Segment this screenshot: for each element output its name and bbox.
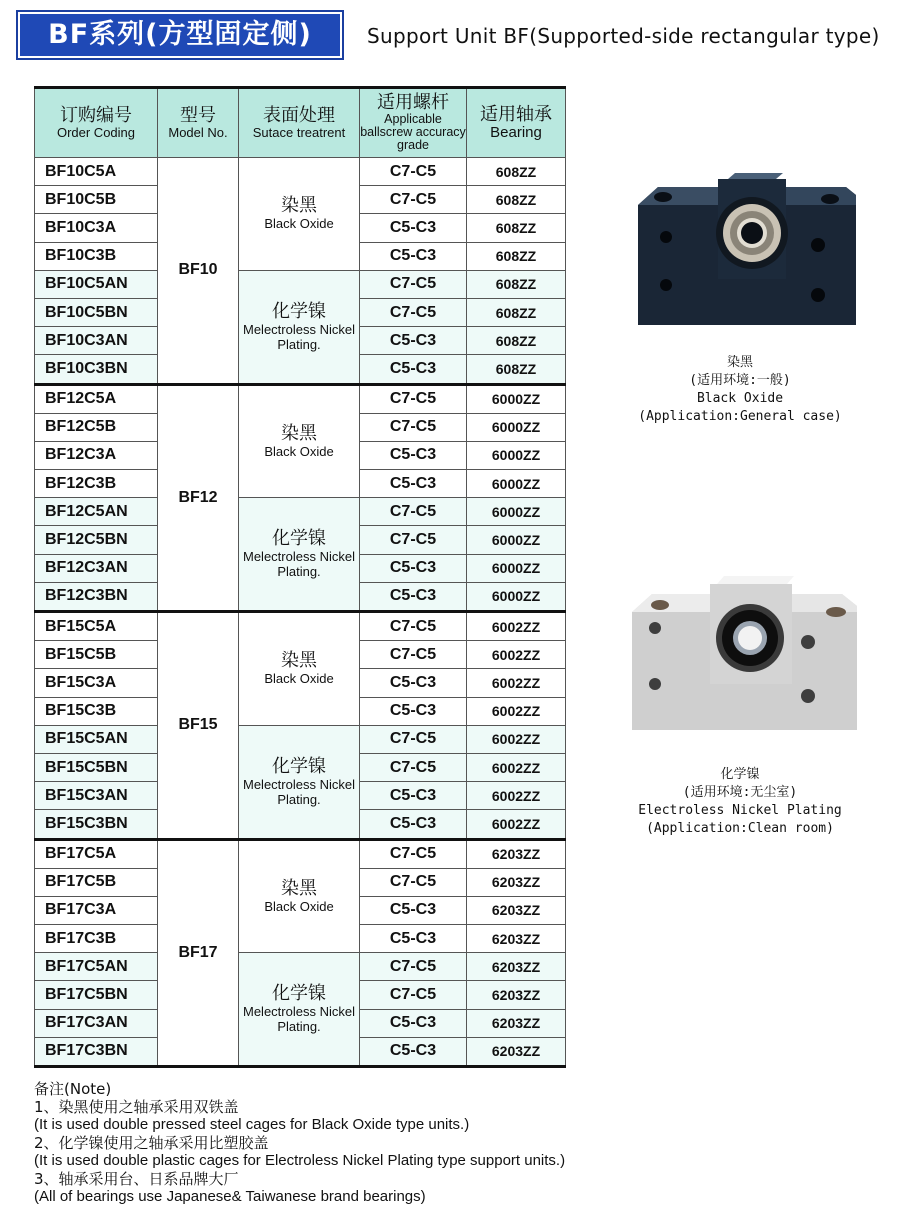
nickel-caption	[620, 766, 860, 838]
treatment-nickel-en: Melectroless Nickel Plating.	[243, 776, 355, 807]
nickel-caption-cn: 化学镍	[720, 767, 760, 782]
order-code-cell: BF10C3AN	[35, 327, 158, 355]
order-code-cell: BF17C5AN	[35, 953, 158, 981]
treatment-nickel-en: Melectroless Nickel Plating.	[243, 1004, 355, 1035]
bearing-cell: 6000ZZ	[467, 582, 566, 611]
treatment-black-cn: 染黑	[281, 877, 317, 899]
bearing-cell: 608ZZ	[467, 186, 566, 214]
note-2-en: (It is used double plastic cages for Electroless Nickel Plating type support units.)	[34, 1152, 566, 1169]
table-row	[35, 384, 566, 413]
bearing-cell: 6000ZZ	[467, 441, 566, 469]
bearing-cell: 6002ZZ	[467, 669, 566, 697]
order-code-cell: BF15C5B	[35, 641, 158, 669]
nickel-caption-app: (Application:Clean room)	[646, 821, 834, 836]
order-code-cell: BF12C5AN	[35, 498, 158, 526]
note-3-en: (All of bearings use Japanese& Taiwanese brand bearings)	[34, 1188, 426, 1205]
order-code-cell: BF12C3B	[35, 470, 158, 498]
treatment-black-cell	[239, 158, 360, 271]
col-model-cn: 型号	[180, 104, 216, 126]
col-grade	[360, 88, 467, 158]
black-caption-en: Black Oxide	[696, 391, 784, 406]
order-code-cell: BF12C5B	[35, 413, 158, 441]
order-code-cell: BF15C3BN	[35, 810, 158, 839]
grade-cell: C7-C5	[360, 868, 467, 896]
treatment-black-en: Black Oxide	[264, 443, 334, 459]
grade-cell: C7-C5	[360, 641, 467, 669]
col-bearing-en: Bearing	[490, 123, 542, 141]
grade-cell: C5-C3	[360, 242, 467, 270]
bearing-cell: 6000ZZ	[467, 470, 566, 498]
order-code-cell: BF12C3AN	[35, 554, 158, 582]
col-bearing-cn: 适用轴承	[480, 103, 552, 125]
order-code-cell: BF12C5BN	[35, 526, 158, 554]
order-code-cell: BF15C3B	[35, 697, 158, 725]
col-order-code-cn: 订购编号	[60, 104, 132, 126]
spec-table	[34, 86, 566, 1068]
bearing-cell: 6002ZZ	[467, 612, 566, 641]
page-title-cn: BF系列(方型固定侧)	[20, 14, 340, 56]
order-code-cell: BF15C3A	[35, 669, 158, 697]
note-2-cn: 2、化学镍使用之轴承采用比塑胶盖	[34, 1134, 269, 1152]
grade-cell: C5-C3	[360, 782, 467, 810]
nickel-caption-env: (适用环境:无尘室)	[682, 785, 798, 800]
bearing-cell: 608ZZ	[467, 355, 566, 384]
black-caption-cn: 染黑	[726, 355, 753, 370]
bearing-cell: 6002ZZ	[467, 753, 566, 781]
treatment-black-cn: 染黑	[281, 422, 317, 444]
note-1-en: (It is used double pressed steel cages for Black Oxide type units.)	[34, 1116, 470, 1133]
order-code-cell: BF12C5A	[35, 384, 158, 413]
note-3-cn: 3、轴承采用台、日系品牌大厂	[34, 1170, 239, 1188]
order-code-cell: BF15C5BN	[35, 753, 158, 781]
table-row	[35, 612, 566, 641]
grade-cell: C7-C5	[360, 526, 467, 554]
treatment-nickel-cn: 化学镍	[272, 755, 326, 777]
grade-cell: C7-C5	[360, 725, 467, 753]
order-code-cell: BF17C5B	[35, 868, 158, 896]
grade-cell: C7-C5	[360, 158, 467, 186]
order-code-cell: BF10C5B	[35, 186, 158, 214]
order-code-cell: BF12C3A	[35, 441, 158, 469]
black-oxide-caption	[620, 354, 860, 426]
bearing-cell: 6203ZZ	[467, 868, 566, 896]
grade-cell: C5-C3	[360, 896, 467, 924]
order-code-cell: BF10C3B	[35, 242, 158, 270]
table-row	[35, 953, 566, 981]
bearing-cell: 6000ZZ	[467, 413, 566, 441]
bearing-cell: 6000ZZ	[467, 384, 566, 413]
grade-cell: C7-C5	[360, 612, 467, 641]
order-code-cell: BF17C3BN	[35, 1037, 158, 1066]
col-model	[158, 88, 239, 158]
treatment-nickel-cn: 化学镍	[272, 983, 326, 1005]
col-order-code-en: Order Coding	[56, 124, 136, 140]
treatment-nickel-cn: 化学镍	[272, 528, 326, 550]
black-oxide-unit-photo	[618, 165, 868, 340]
bearing-cell: 6203ZZ	[467, 839, 566, 868]
treatment-nickel-cell	[239, 270, 360, 384]
order-code-cell: BF10C5BN	[35, 298, 158, 326]
grade-cell: C7-C5	[360, 953, 467, 981]
model-cell: BF17	[158, 839, 239, 1067]
treatment-nickel-en: Melectroless Nickel Plating.	[243, 549, 355, 580]
treatment-nickel-en: Melectroless Nickel Plating.	[243, 321, 355, 352]
bearing-cell: 608ZZ	[467, 270, 566, 298]
bearing-cell: 6203ZZ	[467, 981, 566, 1009]
treatment-black-cell	[239, 384, 360, 498]
grade-cell: C5-C3	[360, 327, 467, 355]
nickel-caption-en: Electroless Nickel Plating	[638, 803, 842, 818]
black-caption-app: (Application:General case)	[638, 409, 842, 424]
title-banner	[16, 10, 344, 60]
grade-cell: C5-C3	[360, 810, 467, 839]
grade-cell: C5-C3	[360, 214, 467, 242]
table-row	[35, 725, 566, 753]
bearing-cell: 6203ZZ	[467, 896, 566, 924]
bearing-cell: 6002ZZ	[467, 641, 566, 669]
black-caption-env: (适用环境:一般)	[689, 373, 791, 388]
bearing-cell: 6002ZZ	[467, 810, 566, 839]
order-code-cell: BF10C3A	[35, 214, 158, 242]
grade-cell: C7-C5	[360, 298, 467, 326]
grade-cell: C5-C3	[360, 1009, 467, 1037]
bearing-cell: 6203ZZ	[467, 925, 566, 953]
treatment-black-en: Black Oxide	[264, 671, 334, 687]
col-bearing	[467, 88, 566, 158]
grade-cell: C5-C3	[360, 470, 467, 498]
treatment-nickel-cell	[239, 725, 360, 839]
treatment-black-cn: 染黑	[281, 195, 317, 217]
treatment-nickel-cell	[239, 953, 360, 1067]
bearing-cell: 608ZZ	[467, 242, 566, 270]
grade-cell: C7-C5	[360, 981, 467, 1009]
order-code-cell: BF15C5AN	[35, 725, 158, 753]
grade-cell: C5-C3	[360, 582, 467, 611]
bearing-cell: 6203ZZ	[467, 953, 566, 981]
table-row	[35, 839, 566, 868]
treatment-black-cell	[239, 612, 360, 726]
order-code-cell: BF12C3BN	[35, 582, 158, 611]
model-cell: BF10	[158, 158, 239, 385]
grade-cell: C7-C5	[360, 498, 467, 526]
bearing-cell: 608ZZ	[467, 327, 566, 355]
col-treatment	[239, 88, 360, 158]
order-code-cell: BF17C5A	[35, 839, 158, 868]
grade-cell: C5-C3	[360, 925, 467, 953]
model-cell: BF15	[158, 612, 239, 840]
grade-cell: C7-C5	[360, 384, 467, 413]
grade-cell: C7-C5	[360, 839, 467, 868]
notes-section	[34, 1080, 565, 1206]
bearing-cell: 608ZZ	[467, 298, 566, 326]
treatment-nickel-cell	[239, 498, 360, 612]
bearing-cell: 6203ZZ	[467, 1009, 566, 1037]
bearing-cell: 6002ZZ	[467, 697, 566, 725]
grade-cell: C5-C3	[360, 1037, 467, 1066]
treatment-nickel-cn: 化学镍	[272, 300, 326, 322]
spec-table-body	[35, 158, 566, 1067]
order-code-cell: BF10C3BN	[35, 355, 158, 384]
bearing-cell: 608ZZ	[467, 214, 566, 242]
treatment-black-en: Black Oxide	[264, 216, 334, 232]
treatment-black-en: Black Oxide	[264, 898, 334, 914]
order-code-cell: BF15C5A	[35, 612, 158, 641]
bearing-cell: 608ZZ	[467, 158, 566, 186]
grade-cell: C7-C5	[360, 753, 467, 781]
grade-cell: C7-C5	[360, 413, 467, 441]
table-row	[35, 270, 566, 298]
col-treatment-cn: 表面处理	[263, 104, 335, 126]
model-cell: BF12	[158, 384, 239, 612]
grade-cell: C5-C3	[360, 441, 467, 469]
order-code-cell: BF15C3AN	[35, 782, 158, 810]
bearing-cell: 6000ZZ	[467, 498, 566, 526]
grade-cell: C7-C5	[360, 270, 467, 298]
order-code-cell: BF10C5A	[35, 158, 158, 186]
grade-cell: C5-C3	[360, 697, 467, 725]
order-code-cell: BF17C3AN	[35, 1009, 158, 1037]
col-grade-cn: 适用螺杆	[377, 92, 449, 114]
bearing-cell: 6203ZZ	[467, 1037, 566, 1066]
header-row	[35, 88, 566, 158]
grade-cell: C5-C3	[360, 355, 467, 384]
col-order-code	[35, 88, 158, 158]
page-title-en: Support Unit BF(Supported-side rectangular type)	[367, 24, 880, 48]
grade-cell: C7-C5	[360, 186, 467, 214]
col-grade-en: Applicable ballscrew accuracy grade	[360, 111, 466, 152]
nickel-plated-unit-photo	[622, 570, 867, 745]
grade-cell: C5-C3	[360, 669, 467, 697]
bearing-cell: 6000ZZ	[467, 526, 566, 554]
col-treatment-en: Sutace treatrent	[252, 124, 346, 140]
note-1-cn: 1、染黑使用之轴承采用双铁盖	[34, 1098, 239, 1116]
table-row	[35, 498, 566, 526]
order-code-cell: BF10C5AN	[35, 270, 158, 298]
treatment-black-cell	[239, 839, 360, 953]
col-model-en: Model No.	[168, 124, 228, 140]
order-code-cell: BF17C3A	[35, 896, 158, 924]
table-row	[35, 158, 566, 186]
order-code-cell: BF17C3B	[35, 925, 158, 953]
grade-cell: C5-C3	[360, 554, 467, 582]
notes-heading: 备注(Note)	[34, 1080, 112, 1098]
treatment-black-cn: 染黑	[281, 650, 317, 672]
bearing-cell: 6002ZZ	[467, 782, 566, 810]
order-code-cell: BF17C5BN	[35, 981, 158, 1009]
bearing-cell: 6002ZZ	[467, 725, 566, 753]
bearing-cell: 6000ZZ	[467, 554, 566, 582]
